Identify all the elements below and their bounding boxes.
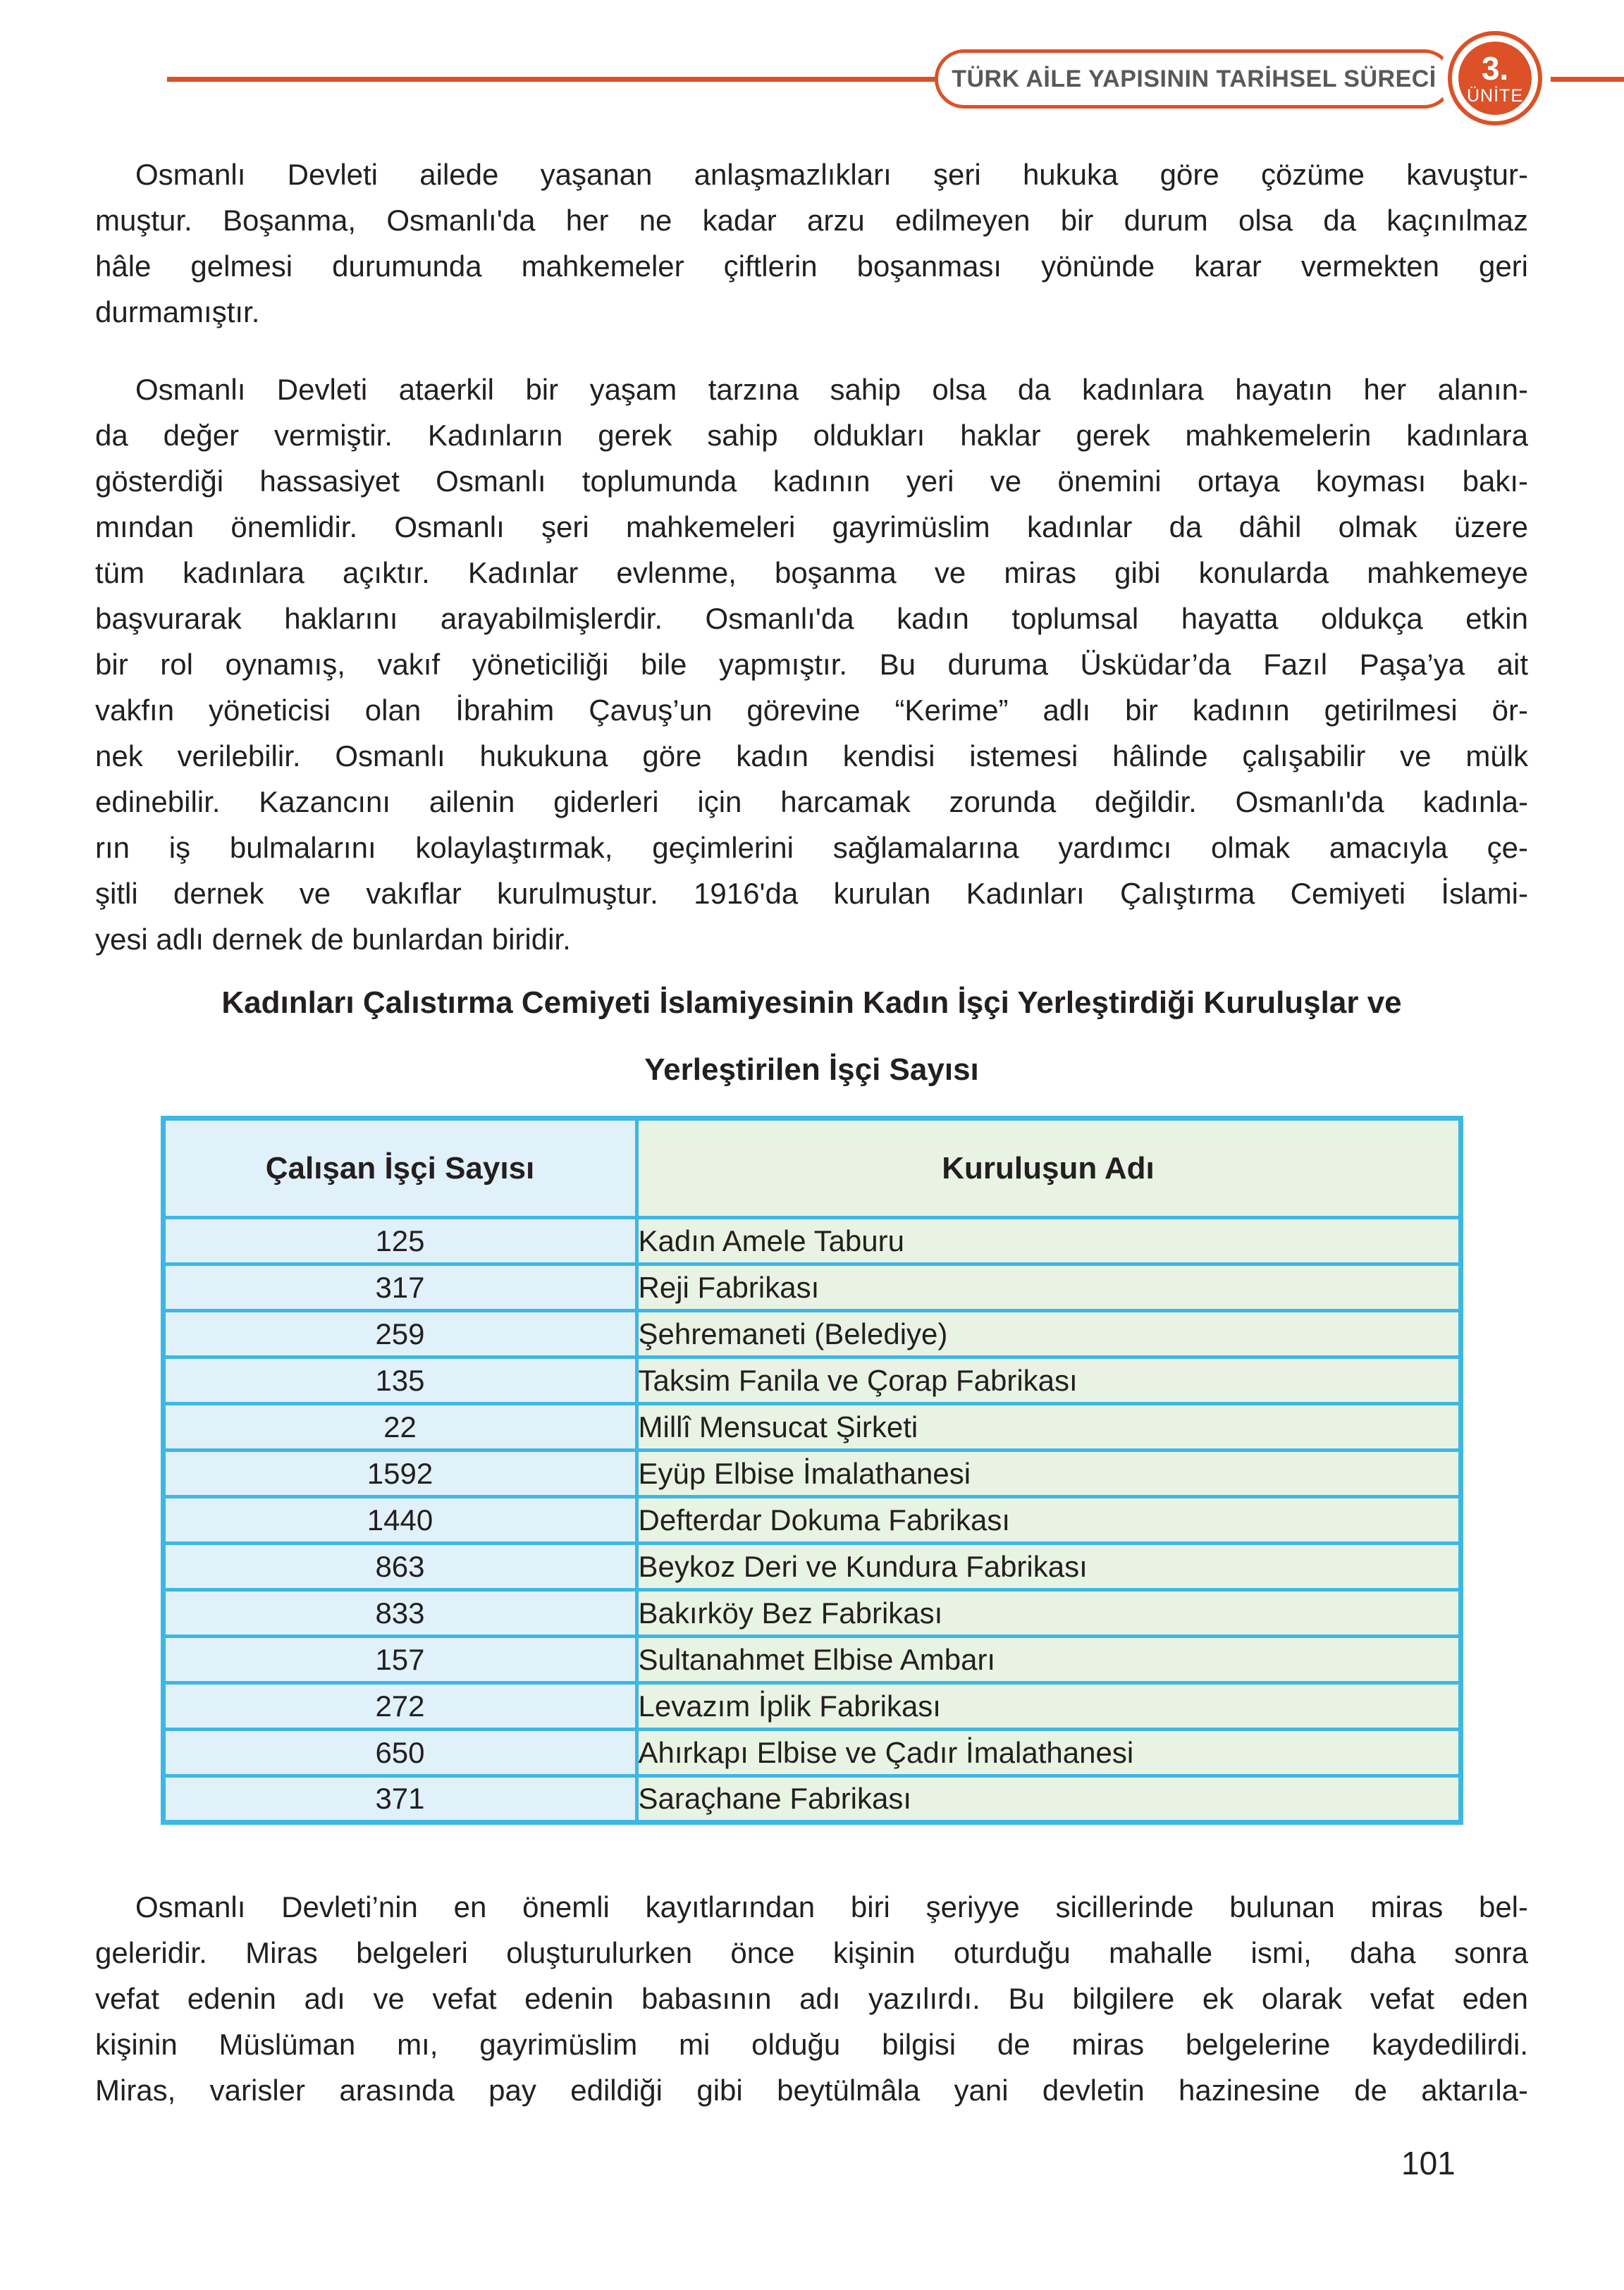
table-caption <box>95 969 1528 1103</box>
unit-number: 3. <box>1481 49 1509 87</box>
text-line: Miras, varisler arasında pay edildiği gibi beytülmâla yani devletin hazinesine de aktarıla- <box>95 2074 1528 2107</box>
column-header-institution-name: Kuruluşun Adı <box>636 1119 1460 1218</box>
text-line: başvurarak haklarını arayabilmişlerdir. Osmanlı'da kadın toplumsal hayatta oldukça etkin <box>95 602 1528 635</box>
table-row <box>163 1544 1460 1590</box>
paragraph-3 <box>95 1884 1528 2113</box>
text-line: da değer vermiştir. Kadınların gerek sahip oldukları haklar gerek mahkemelerin kadınlara <box>95 419 1528 452</box>
page-content <box>95 152 1528 2113</box>
text-line: Osmanlı Devleti ailede yaşanan anlaşmazlıkları şeri hukuka göre çözüme kavuştur- <box>135 158 1528 191</box>
table-row <box>163 1637 1460 1683</box>
body-paragraphs-top <box>95 152 1528 962</box>
table-row <box>163 1451 1460 1497</box>
table-row <box>163 1497 1460 1544</box>
paragraph-2 <box>95 367 1528 962</box>
table-caption-line-1: Kadınları Çalıstırma Cemiyeti İslamiyesinin Kadın İşçi Yerleştirdiği Kuruluşlar ve <box>221 985 1402 1020</box>
table-row <box>163 1730 1460 1776</box>
worker-count-cell: 371 <box>163 1776 636 1823</box>
column-header-worker-count: Çalışan İşçi Sayısı <box>163 1119 636 1218</box>
table-row <box>163 1218 1460 1264</box>
text-line: geleridir. Miras belgeleri oluşturulurken önce kişinin oturduğu mahalle ismi, daha sonra <box>95 1936 1528 1969</box>
worker-count-cell: 259 <box>163 1311 636 1358</box>
body-paragraphs-bottom <box>95 1884 1528 2113</box>
text-line: edinebilir. Kazancını ailenin giderleri için harcamak zorunda değildir. Osmanlı'da kadınla- <box>95 785 1528 818</box>
institution-name-cell: Sultanahmet Elbise Ambarı <box>636 1637 1460 1683</box>
unit-badge <box>1458 42 1532 115</box>
worker-count-cell: 833 <box>163 1590 636 1637</box>
worker-count-cell: 650 <box>163 1730 636 1776</box>
institution-name-cell: Eyüp Elbise İmalathanesi <box>636 1451 1460 1497</box>
text-line: durmamıştır. <box>95 295 260 328</box>
text-line: muştur. Boşanma, Osmanlı'da her ne kadar arzu edilmeyen bir durum olsa da kaçınılmaz <box>95 204 1528 237</box>
institution-name-cell: Reji Fabrikası <box>636 1264 1460 1311</box>
institution-name-cell: Beykoz Deri ve Kundura Fabrikası <box>636 1544 1460 1590</box>
worker-count-cell: 1592 <box>163 1451 636 1497</box>
table-row <box>163 1358 1460 1404</box>
table-row <box>163 1590 1460 1637</box>
unit-label: ÜNİTE <box>1467 85 1523 106</box>
institution-name-cell: Taksim Fanila ve Çorap Fabrikası <box>636 1358 1460 1404</box>
table-row <box>163 1776 1460 1823</box>
table-row <box>163 1264 1460 1311</box>
table-header-row <box>163 1119 1460 1218</box>
table-row <box>163 1404 1460 1451</box>
text-line: şitli dernek ve vakıflar kurulmuştur. 1916'da kurulan Kadınları Çalıştırma Cemiyeti İslami- <box>95 877 1528 910</box>
text-line: hâle gelmesi durumunda mahkemeler çiftlerin boşanması yönünde karar vermekten geri <box>95 250 1528 283</box>
worker-count-cell: 22 <box>163 1404 636 1451</box>
institution-name-cell: Levazım İplik Fabrikası <box>636 1683 1460 1730</box>
text-line: Osmanlı Devleti ataerkil bir yaşam tarzına sahip olsa da kadınlara hayatın her alanın- <box>135 373 1528 406</box>
worker-placement-table <box>161 1116 1463 1825</box>
institution-name-cell: Bakırköy Bez Fabrikası <box>636 1590 1460 1637</box>
text-line: tüm kadınlara açıktır. Kadınlar evlenme, boşanma ve miras gibi konularda mahkemeye <box>95 556 1528 589</box>
chapter-title-pill <box>935 49 1453 109</box>
institution-name-cell: Millî Mensucat Şirketi <box>636 1404 1460 1451</box>
table-row <box>163 1311 1460 1358</box>
text-line: vefat edenin adı ve vefat edenin babasının adı yazılırdı. Bu bilgilere ek olarak vefat eden <box>95 1982 1528 2015</box>
worker-count-cell: 272 <box>163 1683 636 1730</box>
worker-count-cell: 135 <box>163 1358 636 1404</box>
chapter-title: TÜRK AİLE YAPISININ TARİHSEL SÜRECİ <box>952 65 1437 92</box>
institution-name-cell: Kadın Amele Taburu <box>636 1218 1460 1264</box>
text-line: Osmanlı Devleti’nin en önemli kayıtlarından biri şeriyye sicillerinde bulunan miras bel- <box>135 1890 1528 1923</box>
table-row <box>163 1683 1460 1730</box>
worker-count-cell: 125 <box>163 1218 636 1264</box>
text-line: gösterdiği hassasiyet Osmanlı toplumunda kadının yeri ve önemini ortaya koyması bakı- <box>95 464 1528 498</box>
table-caption-line-2: Yerleştirilen İşçi Sayısı <box>644 1052 979 1087</box>
text-line: kişinin Müslüman mı, gayrimüslim mi olduğu bilgisi de miras belgelerine kaydedilirdi. <box>95 2028 1528 2061</box>
text-line: bir rol oynamış, vakıf yöneticiliği bile yapmıştır. Bu duruma Üsküdar’da Fazıl Paşa’ya ait <box>95 648 1528 681</box>
institution-name-cell: Ahırkapı Elbise ve Çadır İmalathanesi <box>636 1730 1460 1776</box>
paragraph-1 <box>95 152 1528 335</box>
institution-name-cell: Defterdar Dokuma Fabrikası <box>636 1497 1460 1544</box>
worker-count-cell: 157 <box>163 1637 636 1683</box>
table-body <box>163 1218 1460 1823</box>
text-line: yesi adlı dernek de bunlardan biridir. <box>95 923 571 956</box>
worker-count-cell: 1440 <box>163 1497 636 1544</box>
text-line: rın iş bulmalarını kolaylaştırmak, geçimlerini sağlamalarına yardımcı olmak amacıyla çe- <box>95 831 1528 864</box>
institution-name-cell: Saraçhane Fabrikası <box>636 1776 1460 1823</box>
page-number: 101 <box>1401 2145 1456 2181</box>
text-line: nek verilebilir. Osmanlı hukukuna göre kadın kendisi istemesi hâlinde çalışabilir ve mülk <box>95 739 1528 772</box>
text-line: vakfın yöneticisi olan İbrahim Çavuş’un görevine “Kerime” adlı bir kadının getirilmesi ör- <box>95 694 1528 727</box>
institution-name-cell: Şehremaneti (Belediye) <box>636 1311 1460 1358</box>
worker-count-cell: 863 <box>163 1544 636 1590</box>
text-line: mından önemlidir. Osmanlı şeri mahkemeleri gayrimüslim kadınlar da dâhil olmak üzere <box>95 510 1528 543</box>
worker-count-cell: 317 <box>163 1264 636 1311</box>
